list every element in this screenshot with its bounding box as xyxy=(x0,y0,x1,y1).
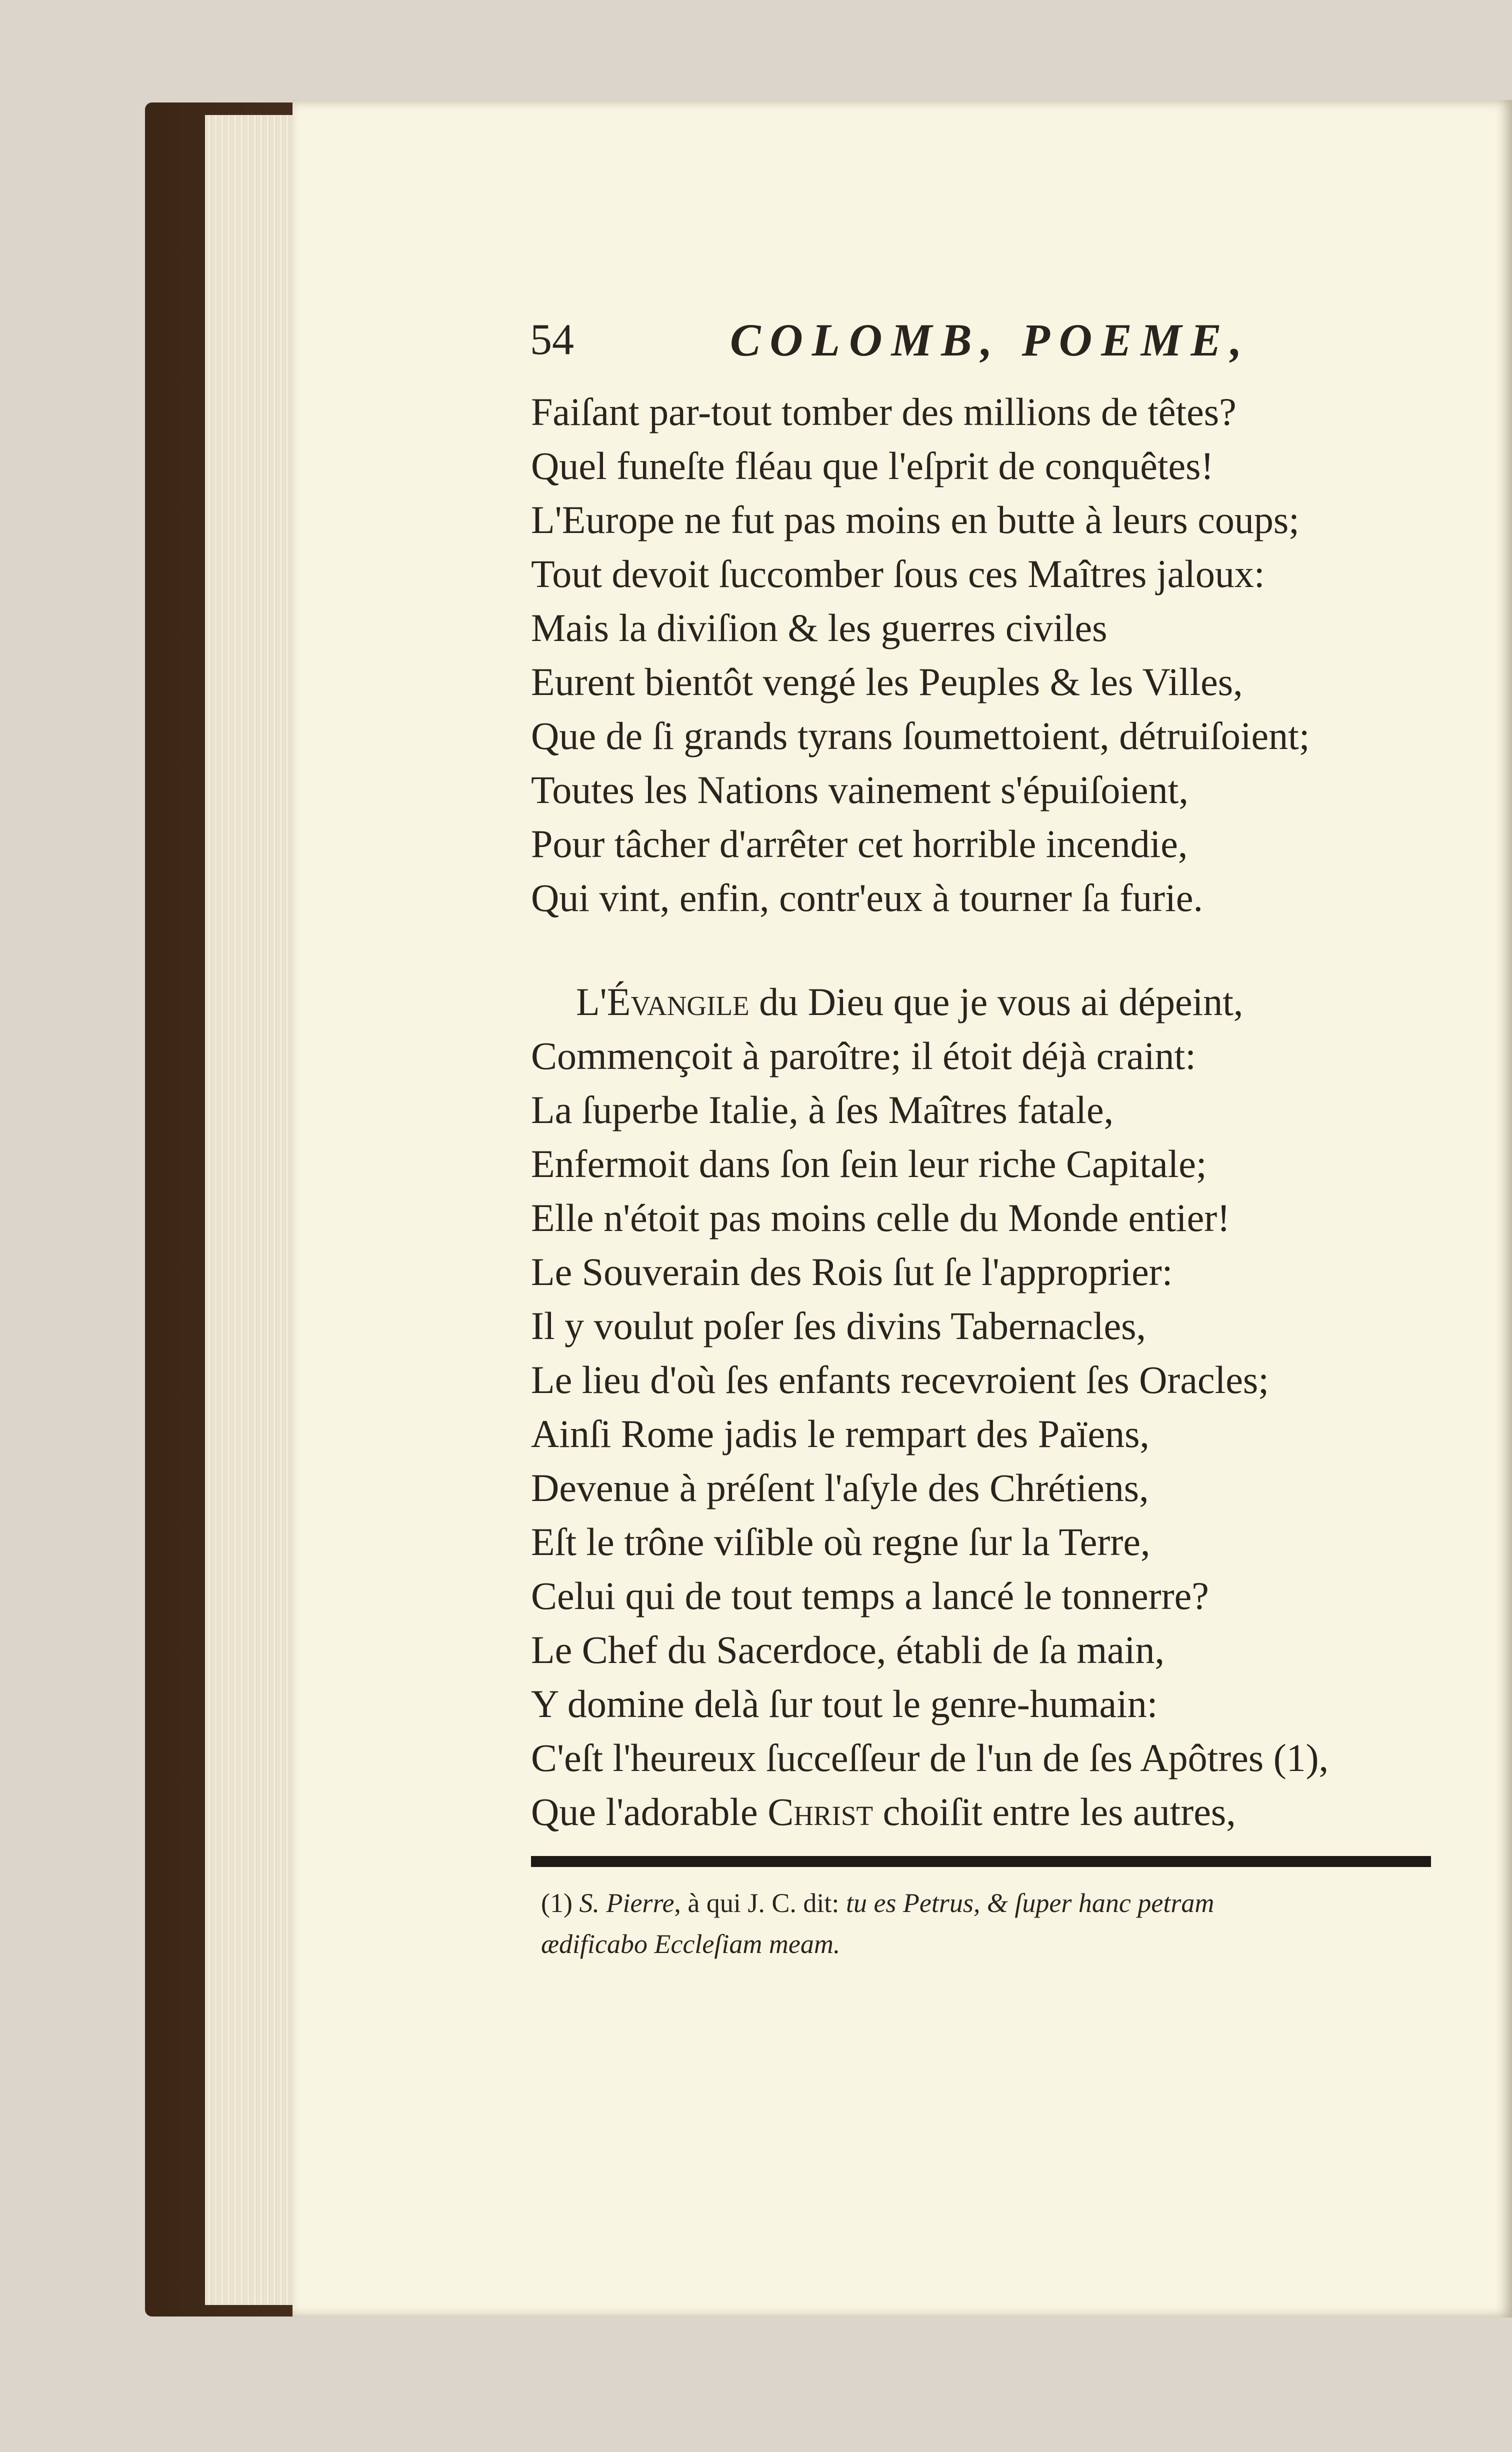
verse-line: Toutes les Nations vainement s'épuiſoient, xyxy=(531,768,1188,812)
page-number: 54 xyxy=(530,316,574,364)
footnote-marker: (1) xyxy=(541,1888,572,1918)
verse-line: Le lieu d'où ſes enfants recevroient ſes Oracles; xyxy=(531,1358,1269,1402)
verse-line: Commençoit à paroître; il étoit déjà craint: xyxy=(531,1034,1196,1078)
opening-prefix: L' xyxy=(576,980,607,1024)
verse-line: Quel funeſte fléau que l'eſprit de conquêtes! xyxy=(531,444,1214,488)
footnote-line-1 xyxy=(541,1882,1451,1924)
opening-rest: du Dieu que je vous ai dépeint, xyxy=(749,980,1244,1024)
verse-line: Devenue à préſent l'aſyle des Chrétiens, xyxy=(531,1466,1149,1510)
verse-line: C'eſt l'heureux ſucceſſeur de l'un de ſes Apôtres (1), xyxy=(531,1736,1329,1780)
verse-line: Elle n'étoit pas moins celle du Monde entier! xyxy=(531,1196,1230,1240)
running-title: COLOMB, POEME, xyxy=(730,314,1251,366)
verse-line: Le Chef du Sacerdoce, établi de ſa main, xyxy=(531,1628,1164,1672)
stanza-2 xyxy=(531,975,1481,1839)
verse-line: La ſuperbe Italie, à ſes Maîtres fatale, xyxy=(531,1088,1114,1132)
verse-line: Le Souverain des Rois ſut ſe l'approprier: xyxy=(531,1250,1173,1294)
last-rest: choiſit entre les autres, xyxy=(873,1790,1236,1834)
verse-line: Celui qui de tout temps a lancé le tonnerre? xyxy=(531,1574,1209,1618)
verse-line: Qui vint, enfin, contr'eux à tourner ſa furie. xyxy=(531,876,1203,920)
footnote-latin-2: ædificabo Eccleſiam meam. xyxy=(541,1929,840,1959)
footnote-name: S. Pierre xyxy=(579,1888,674,1918)
stanza-1 xyxy=(531,385,1481,925)
verse-line-last xyxy=(531,1785,1481,1839)
running-head xyxy=(530,310,1330,380)
verse-line: Faiſant par-tout tomber des millions de têtes? xyxy=(531,390,1236,434)
verse-line: L'Europe ne fut pas moins en butte à leurs coups; xyxy=(531,498,1300,542)
verse-line-opening xyxy=(531,975,1481,1029)
verse-line: Eſt le trône viſible où regne ſur la Terre, xyxy=(531,1520,1150,1564)
footnote xyxy=(541,1882,1451,1964)
verse-line: Y domine delà ſur tout le genre-humain: xyxy=(531,1682,1158,1726)
verse-line: Ainſi Rome jadis le rempart des Païens, xyxy=(531,1412,1150,1456)
last-word: Christ xyxy=(768,1790,874,1834)
footnote-rule xyxy=(531,1856,1431,1867)
verse-line: Il y voulut poſer ſes divins Tabernacles, xyxy=(531,1304,1146,1348)
verse-line: Mais la diviſion & les guerres civiles xyxy=(531,606,1108,650)
page-edges xyxy=(205,115,300,2305)
verse-line: Que de ſi grands tyrans ſoumettoient, détruiſoient; xyxy=(531,714,1310,758)
opening-word: Évangile xyxy=(606,980,750,1024)
last-prefix: Que l'adorable xyxy=(531,1790,768,1834)
footnote-latin-1: tu es Petrus, & ſuper hanc petram xyxy=(846,1888,1214,1918)
verse-line: Enfermoit dans ſon ſein leur riche Capitale; xyxy=(531,1142,1207,1186)
verse-line: Tout devoit ſuccomber ſous ces Maîtres jaloux: xyxy=(531,552,1265,596)
footnote-text: , à qui J. C. dit: xyxy=(674,1888,846,1918)
verse-line: Eurent bientôt vengé les Peuples & les Villes, xyxy=(531,660,1243,704)
verse-line: Pour tâcher d'arrêter cet horrible incendie, xyxy=(531,822,1188,866)
